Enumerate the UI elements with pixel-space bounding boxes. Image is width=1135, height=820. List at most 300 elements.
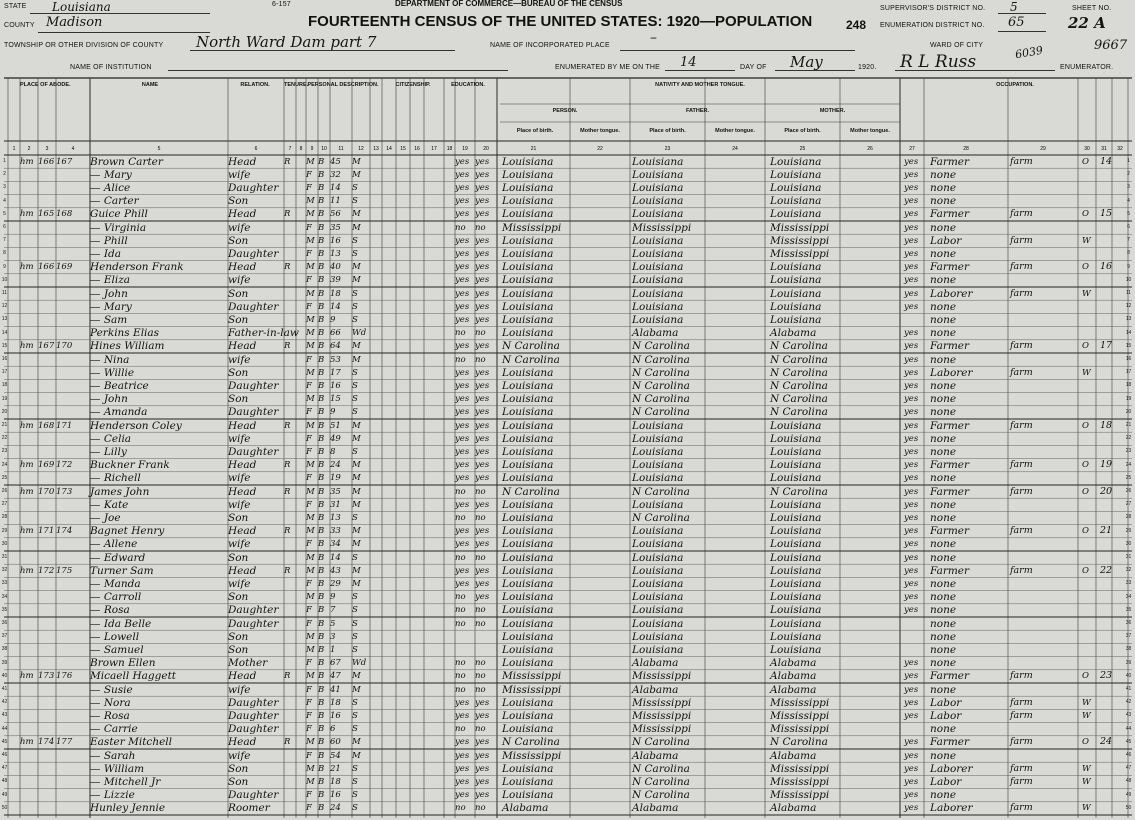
cell-fbp: N Carolina <box>632 485 690 498</box>
line-number: 43 <box>1 712 8 719</box>
cell-bp: Louisiana <box>502 181 554 194</box>
cell-fam: 171 <box>38 526 55 537</box>
cell-age: 17 <box>330 367 341 378</box>
cell-fam: 174 <box>38 737 55 748</box>
column-number: 18 <box>446 146 453 152</box>
cell-mbp: Louisiana <box>770 472 822 485</box>
line-number: 32 <box>1 567 8 574</box>
cell-name: — Rosa <box>90 709 130 722</box>
cell-age: 33 <box>330 526 341 537</box>
cell-name: — Carrie <box>90 723 138 736</box>
cell-ind: farm <box>1010 762 1033 774</box>
cell-wr: yes <box>475 526 490 537</box>
cell-ind: farm <box>1010 564 1033 576</box>
cell-race: B <box>318 605 325 616</box>
cell-rd: yes <box>455 156 470 167</box>
cell-occ: none <box>930 511 957 524</box>
cell-eng: yes <box>904 328 919 339</box>
cell-mbp: Mississippi <box>770 775 830 788</box>
cell-occ: none <box>930 313 957 326</box>
supervisor-district-value: 5 <box>1010 0 1018 14</box>
cell-wr: yes <box>475 592 490 603</box>
cell-age: 56 <box>330 209 341 220</box>
line-number: 22 <box>1 435 8 442</box>
cell-ind: farm <box>1010 802 1033 814</box>
cell-fam: 165 <box>38 209 55 220</box>
cell-race: B <box>318 169 325 180</box>
line-number: 18 <box>1125 382 1132 389</box>
cell-bp: Louisiana <box>502 208 554 221</box>
cell-fbp: Louisiana <box>632 208 684 221</box>
cell-wr: yes <box>475 209 490 220</box>
cell-ms: M <box>352 262 361 273</box>
cell-name: — Allene <box>90 538 138 551</box>
cell-rd: yes <box>455 578 470 589</box>
cell-rd: yes <box>455 275 470 286</box>
cell-cl: W <box>1082 697 1091 708</box>
cell-race: B <box>318 473 325 484</box>
cell-wr: yes <box>475 182 490 193</box>
cell-rel: Roomer <box>228 802 270 815</box>
cell-rel: Daughter <box>228 247 279 260</box>
cell-age: 9 <box>330 407 336 418</box>
cell-occ: none <box>930 472 957 485</box>
cell-eng: yes <box>904 380 919 391</box>
cell-name: Easter Mitchell <box>90 736 173 749</box>
cell-bp: Louisiana <box>502 617 554 630</box>
line-number: 43 <box>1125 712 1132 719</box>
cell-ms: S <box>352 605 358 616</box>
cell-ms: M <box>352 750 361 761</box>
cell-rel: Daughter <box>228 723 279 736</box>
cell-eng: yes <box>904 394 919 405</box>
cell-cl: O <box>1082 486 1089 497</box>
cell-fam: 170 <box>38 486 55 497</box>
cell-name: — John <box>90 287 128 300</box>
cell-rel: wife <box>228 577 251 590</box>
page-stamp: 248 <box>846 18 867 32</box>
cell-mbp: Louisiana <box>770 630 822 643</box>
cell-eng: yes <box>904 209 919 220</box>
cell-bp: Louisiana <box>502 696 554 709</box>
cell-rel: Son <box>228 287 249 300</box>
cell-eng: yes <box>904 460 919 471</box>
cell-race: B <box>318 288 325 299</box>
cell-eng: yes <box>904 275 919 286</box>
cell-eng: yes <box>904 473 919 484</box>
cell-mbp: Louisiana <box>770 155 822 168</box>
cell-ind: farm <box>1010 525 1033 537</box>
cell-eng: yes <box>904 737 919 748</box>
cell-mbp: Louisiana <box>770 300 822 313</box>
day-of-label: DAY OF <box>740 64 767 71</box>
cell-dw: hm <box>20 209 34 220</box>
cell-dw: hm <box>20 420 34 431</box>
column-number: 13 <box>373 146 379 152</box>
cell-occ: none <box>930 353 957 366</box>
cell-age: 47 <box>330 671 341 682</box>
cell-occ: Farmer <box>930 736 970 749</box>
cell-race: B <box>318 697 325 708</box>
line-number: 36 <box>1 620 8 626</box>
cell-race: B <box>318 275 325 286</box>
cell-eng: yes <box>904 156 919 167</box>
line-number: 37 <box>1 633 8 640</box>
cell-occ: none <box>930 406 957 419</box>
col-person-tongue: Mother tongue. <box>580 128 620 134</box>
cell-race: B <box>318 341 325 352</box>
line-number: 49 <box>1 791 8 798</box>
line-number: 39 <box>1 659 8 666</box>
cell-fs: 17 <box>1100 340 1113 352</box>
cell-rel: Son <box>228 643 249 656</box>
cell-rd: no <box>455 803 466 814</box>
cell-own: R <box>284 262 291 273</box>
cell-bp: Mississippi <box>502 221 562 234</box>
cell-bp: Louisiana <box>502 366 554 379</box>
cell-eng: yes <box>904 446 919 457</box>
cell-wr: no <box>475 658 486 669</box>
line-number: 15 <box>1 342 8 349</box>
cell-age: 16 <box>330 790 341 801</box>
line-number: 20 <box>1 408 8 415</box>
cell-wr: no <box>475 618 486 629</box>
cell-fbp: Louisiana <box>632 168 684 181</box>
cell-fbp: Alabama <box>632 802 679 815</box>
cell-ms: M <box>352 499 361 510</box>
cell-sex: M <box>306 592 315 603</box>
cell-name: — Carroll <box>90 591 142 604</box>
cell-name: — Kate <box>90 498 129 511</box>
col-personal: PERSONAL DESCRIPTION. <box>307 82 379 88</box>
line-number: 5 <box>1127 210 1130 217</box>
cell-occ: Labor <box>930 709 962 722</box>
cell-race: B <box>318 592 325 603</box>
line-number: 45 <box>1125 738 1132 745</box>
cell-ms: S <box>352 552 358 563</box>
line-number: 45 <box>1 738 8 745</box>
cell-sex: M <box>306 552 315 563</box>
cell-bp: Louisiana <box>502 234 554 247</box>
cell-rel: wife <box>228 274 251 287</box>
cell-bp: Louisiana <box>502 604 554 617</box>
cell-eng: yes <box>904 235 919 246</box>
cell-wr: yes <box>475 737 490 748</box>
cell-mbp: Alabama <box>770 683 817 696</box>
cell-rel: Son <box>228 630 249 643</box>
cell-bp: Mississippi <box>502 683 562 696</box>
cell-race: B <box>318 156 325 167</box>
cell-bp: Louisiana <box>502 379 554 392</box>
cell-rd: no <box>455 486 466 497</box>
cell-ms: Wd <box>352 658 367 669</box>
cell-occ: none <box>930 327 957 340</box>
cell-ms: M <box>352 565 361 576</box>
cell-name: — Amanda <box>90 406 148 419</box>
cell-race: B <box>318 776 325 787</box>
cell-bp: Louisiana <box>502 459 554 472</box>
line-number: 46 <box>1125 752 1132 758</box>
cell-rel: Daughter <box>228 789 279 802</box>
cell-occ: none <box>930 643 957 656</box>
line-number: 7 <box>1127 237 1130 244</box>
line-number: 34 <box>1 593 8 600</box>
cell-age: 13 <box>330 512 341 523</box>
cell-sex: F <box>306 301 312 312</box>
cell-name: Bagnet Henry <box>90 525 165 538</box>
cell-fam: 166 <box>38 262 55 273</box>
cell-sex: F <box>306 539 312 550</box>
line-number: 11 <box>1 290 8 296</box>
cell-bp: Alabama <box>502 802 549 815</box>
cell-rd: yes <box>455 565 470 576</box>
cell-ms: S <box>352 380 358 391</box>
cell-rel: Head <box>228 525 257 538</box>
cell-rd: yes <box>455 526 470 537</box>
column-number: 22 <box>597 146 603 152</box>
line-number: 6 <box>1127 224 1130 230</box>
cell-fs: 22 <box>1100 564 1113 576</box>
cell-fbp: Louisiana <box>632 287 684 300</box>
cell-rd: yes <box>455 380 470 391</box>
line-number: 2 <box>3 171 6 178</box>
cell-wr: yes <box>475 380 490 391</box>
line-number: 19 <box>1 395 8 402</box>
cell-ms: M <box>352 578 361 589</box>
cell-eng: yes <box>904 420 919 431</box>
cell-ms: M <box>352 526 361 537</box>
cell-eng: yes <box>904 288 919 299</box>
cell-sex: F <box>306 578 312 589</box>
line-number: 16 <box>1125 356 1132 362</box>
cell-mbp: Louisiana <box>770 195 822 208</box>
cell-name: Brown Ellen <box>90 657 156 670</box>
cell-fbp: N Carolina <box>632 775 690 788</box>
cell-mbp: Louisiana <box>770 419 822 432</box>
cell-name: — John <box>90 393 128 406</box>
cell-fbp: Alabama <box>632 657 679 670</box>
cell-age: 35 <box>330 222 341 233</box>
cell-occ: none <box>930 393 957 406</box>
cell-bp: Mississippi <box>502 749 562 762</box>
enumerated-month: May <box>790 53 823 71</box>
cell-wr: no <box>475 552 486 563</box>
cell-bp: N Carolina <box>502 736 560 749</box>
cell-wr: yes <box>475 248 490 259</box>
cell-bp: N Carolina <box>502 485 560 498</box>
cell-rel: Head <box>228 564 257 577</box>
cell-occ: Laborer <box>930 802 973 815</box>
line-number: 10 <box>1125 276 1132 283</box>
cell-fbp: Mississippi <box>632 723 692 736</box>
column-number: 12 <box>358 146 364 152</box>
cell-eng: yes <box>904 182 919 193</box>
cell-rd: yes <box>455 367 470 378</box>
cell-fn: 172 <box>56 460 73 471</box>
col-place-of-abode: PLACE OF ABODE. <box>20 82 71 88</box>
cell-rel: Daughter <box>228 709 279 722</box>
cell-fbp: Louisiana <box>632 432 684 445</box>
cell-ms: M <box>352 341 361 352</box>
cell-eng: yes <box>904 222 919 233</box>
cell-race: B <box>318 750 325 761</box>
cell-rel: Son <box>228 366 249 379</box>
cell-fam: 167 <box>38 341 55 352</box>
cell-bp: Louisiana <box>502 168 554 181</box>
cell-name: — Edward <box>90 551 146 564</box>
cell-eng: yes <box>904 526 919 537</box>
cell-occ: Laborer <box>930 762 973 775</box>
column-number: 23 <box>664 146 671 152</box>
cell-age: 19 <box>330 473 341 484</box>
cell-name: — Manda <box>90 577 141 590</box>
cell-mbp: Alabama <box>770 657 817 670</box>
line-number: 6 <box>3 224 6 230</box>
cell-fbp: Alabama <box>632 749 679 762</box>
cell-fn: 176 <box>56 671 73 682</box>
cell-rd: no <box>455 552 466 563</box>
cell-sex: M <box>306 209 315 220</box>
cell-fbp: Louisiana <box>632 234 684 247</box>
cell-mbp: Mississippi <box>770 696 830 709</box>
line-number: 31 <box>1 554 8 560</box>
cell-occ: none <box>930 657 957 670</box>
cell-fam: 173 <box>38 671 55 682</box>
cell-mbp: N Carolina <box>770 379 828 392</box>
cell-eng: yes <box>904 658 919 669</box>
cell-wr: yes <box>475 578 490 589</box>
cell-fbp: Louisiana <box>632 181 684 194</box>
line-number: 41 <box>1 686 8 692</box>
cell-ms: S <box>352 394 358 405</box>
cell-eng: yes <box>904 803 919 814</box>
cell-race: B <box>318 433 325 444</box>
cell-occ: Labor <box>930 234 962 247</box>
cell-rd: no <box>455 512 466 523</box>
cell-cl: O <box>1082 565 1089 576</box>
cell-age: 16 <box>330 380 341 391</box>
cell-rd: yes <box>455 314 470 325</box>
cell-mbp: Alabama <box>770 802 817 815</box>
cell-occ: Farmer <box>930 419 970 432</box>
cell-fbp: Louisiana <box>632 445 684 458</box>
cell-sex: F <box>306 248 312 259</box>
cell-race: B <box>318 354 325 365</box>
cell-age: 43 <box>330 565 341 576</box>
column-number: 9 <box>310 146 314 152</box>
cell-bp: Louisiana <box>502 313 554 326</box>
cell-eng: yes <box>904 671 919 682</box>
cell-sex: F <box>306 222 312 233</box>
cell-eng: yes <box>904 592 919 603</box>
cell-sex: F <box>306 618 312 629</box>
cell-race: B <box>318 222 325 233</box>
cell-sex: M <box>306 763 315 774</box>
cell-fbp: Louisiana <box>632 472 684 485</box>
cell-cl: W <box>1082 288 1091 299</box>
line-number: 24 <box>1125 461 1132 468</box>
cell-own: R <box>284 526 291 537</box>
cell-name: — Lowell <box>90 630 140 643</box>
cell-sex: M <box>306 420 315 431</box>
cell-sex: F <box>306 182 312 193</box>
cell-rel: Daughter <box>228 604 279 617</box>
cell-wr: yes <box>475 275 490 286</box>
line-number: 50 <box>1125 804 1132 811</box>
cell-name: James John <box>90 485 150 498</box>
cell-rel: Head <box>228 155 257 168</box>
cell-name: — Samuel <box>90 643 144 656</box>
cell-occ: none <box>930 168 957 181</box>
cell-sex: M <box>306 328 315 339</box>
cell-race: B <box>318 367 325 378</box>
cell-eng: yes <box>904 684 919 695</box>
cell-bp: Louisiana <box>502 709 554 722</box>
cell-mbp: Louisiana <box>770 525 822 538</box>
cell-occ: none <box>930 195 957 208</box>
cell-age: 16 <box>330 710 341 721</box>
department-label: DEPARTMENT OF COMMERCE—BUREAU OF THE CENSUS <box>395 0 623 8</box>
cell-ms: M <box>352 539 361 550</box>
cell-ms: M <box>352 737 361 748</box>
cell-eng: yes <box>904 605 919 616</box>
cell-bp: Louisiana <box>502 419 554 432</box>
cell-sex: M <box>306 671 315 682</box>
line-number: 48 <box>1125 778 1132 785</box>
cell-rd: yes <box>455 710 470 721</box>
cell-ind: farm <box>1010 775 1033 787</box>
col-relation: RELATION. <box>240 82 270 88</box>
cell-rd: yes <box>455 750 470 761</box>
cell-wr: no <box>475 222 486 233</box>
cell-rd: no <box>455 222 466 233</box>
cell-rd: yes <box>455 776 470 787</box>
line-number: 33 <box>1125 580 1132 587</box>
line-number: 46 <box>1 752 8 758</box>
cell-wr: yes <box>475 288 490 299</box>
cell-occ: none <box>930 683 957 696</box>
cell-wr: no <box>475 605 486 616</box>
cell-rel: Son <box>228 313 249 326</box>
cell-cl: O <box>1082 526 1089 537</box>
cell-rd: no <box>455 671 466 682</box>
line-number: 8 <box>1127 250 1130 257</box>
cell-ind: farm <box>1010 155 1033 167</box>
line-number: 50 <box>1 804 8 811</box>
cell-age: 6 <box>330 724 336 735</box>
cell-sex: M <box>306 394 315 405</box>
cell-rel: Son <box>228 393 249 406</box>
cell-sex: M <box>306 460 315 471</box>
cell-rel: Head <box>228 261 257 274</box>
cell-sex: F <box>306 407 312 418</box>
cell-bp: Louisiana <box>502 630 554 643</box>
cell-fs: 15 <box>1100 208 1113 220</box>
cell-name: Hines William <box>90 340 165 353</box>
cell-mbp: Mississippi <box>770 762 830 775</box>
cell-cl: W <box>1082 803 1091 814</box>
cell-ms: M <box>352 169 361 180</box>
cell-eng: yes <box>904 763 919 774</box>
line-number: 28 <box>1 514 8 521</box>
cell-race: B <box>318 644 325 655</box>
cell-cl: W <box>1082 235 1091 246</box>
cell-age: 40 <box>330 262 341 273</box>
cell-sex: M <box>306 526 315 537</box>
cell-cl: W <box>1082 710 1091 721</box>
cell-cl: O <box>1082 341 1089 352</box>
cell-eng: yes <box>904 354 919 365</box>
